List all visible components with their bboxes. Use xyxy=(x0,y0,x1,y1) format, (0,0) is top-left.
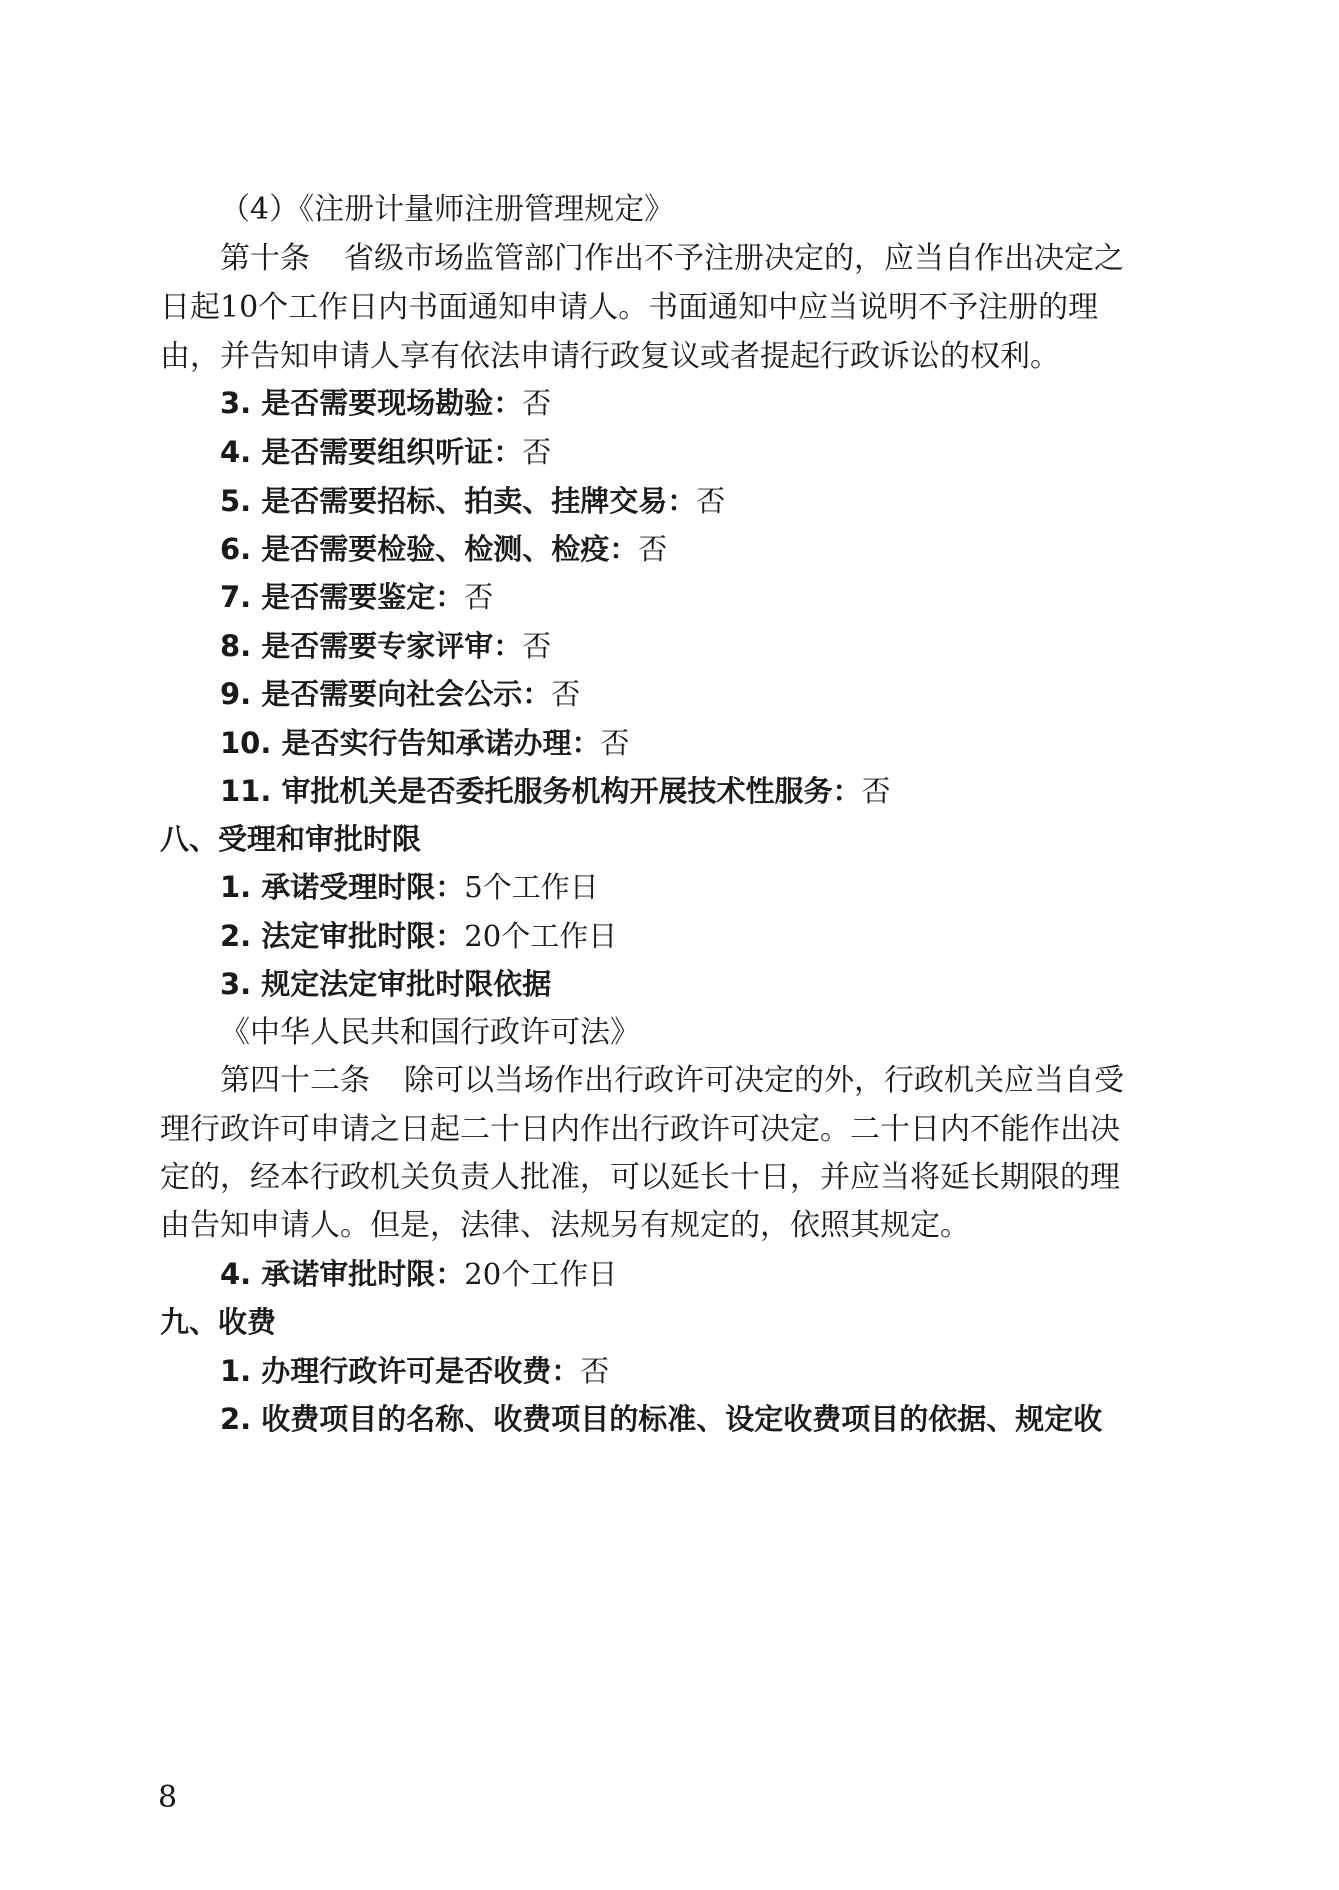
item-11-technical-service: 11. 审批机关是否委托服务机构开展技术性服务：否 xyxy=(220,774,891,808)
regulation-title: （4）《注册计量师注册管理规定》 xyxy=(220,192,675,227)
item-7-appraisal: 7. 是否需要鉴定：否 xyxy=(220,580,494,614)
article-10-line-2: 日起10个工作日内书面通知申请人。书面通知中应当说明不予注册的理 xyxy=(160,290,1099,325)
section-8-item-1: 1. 承诺受理时限：5个工作日 xyxy=(220,870,599,904)
item-3-site-inspection: 3. 是否需要现场勘验：否 xyxy=(220,386,552,420)
page-number: 8 xyxy=(158,1780,178,1815)
item-8-expert-review: 8. 是否需要专家评审：否 xyxy=(220,629,552,663)
item-6-testing: 6. 是否需要检验、检测、检疫：否 xyxy=(220,532,668,566)
item-10-commitment: 10. 是否实行告知承诺办理：否 xyxy=(220,726,630,760)
section-9-item-1: 1. 办理行政许可是否收费：否 xyxy=(220,1354,610,1388)
article-10-label: 第十条 xyxy=(220,241,310,276)
section-8-heading: 八、受理和审批时限 xyxy=(160,822,422,856)
article-42-label: 第四十二条 xyxy=(220,1063,370,1098)
article-10-line-3: 由，并告知申请人享有依法申请行政复议或者提起行政诉讼的权利。 xyxy=(160,339,1060,374)
item-4-hearing: 4. 是否需要组织听证：否 xyxy=(220,435,552,469)
section-8-item-2: 2. 法定审批时限：20个工作日 xyxy=(220,919,618,953)
article-42-line-1: 第四十二条 除可以当场作出行政许可决定的外，行政机关应当自受 xyxy=(220,1063,1124,1098)
article-42-line-3: 定的，经本行政机关负责人批准，可以延长十日，并应当将延长期限的理 xyxy=(160,1160,1120,1195)
article-42-line-2: 理行政许可申请之日起二十日内作出行政许可决定。二十日内不能作出决 xyxy=(160,1112,1120,1147)
article-42-line-4: 由告知申请人。但是，法律、法规另有规定的，依照其规定。 xyxy=(160,1208,970,1243)
article-10-line-1: 第十条 省级市场监管部门作出不予注册决定的，应当自作出决定之 xyxy=(220,241,1124,276)
section-8-item-3: 3. 规定法定审批时限依据 xyxy=(220,967,552,1001)
section-8-item-4: 4. 承诺审批时限：20个工作日 xyxy=(220,1257,618,1291)
section-9-heading: 九、收费 xyxy=(160,1305,277,1339)
law-title: 《中华人民共和国行政许可法》 xyxy=(220,1015,640,1050)
item-9-public-notice: 9. 是否需要向社会公示：否 xyxy=(220,677,581,711)
item-5-bidding: 5. 是否需要招标、拍卖、挂牌交易：否 xyxy=(220,484,726,518)
section-9-item-2: 2. 收费项目的名称、收费项目的标准、设定收费项目的依据、规定收 xyxy=(220,1402,1103,1436)
